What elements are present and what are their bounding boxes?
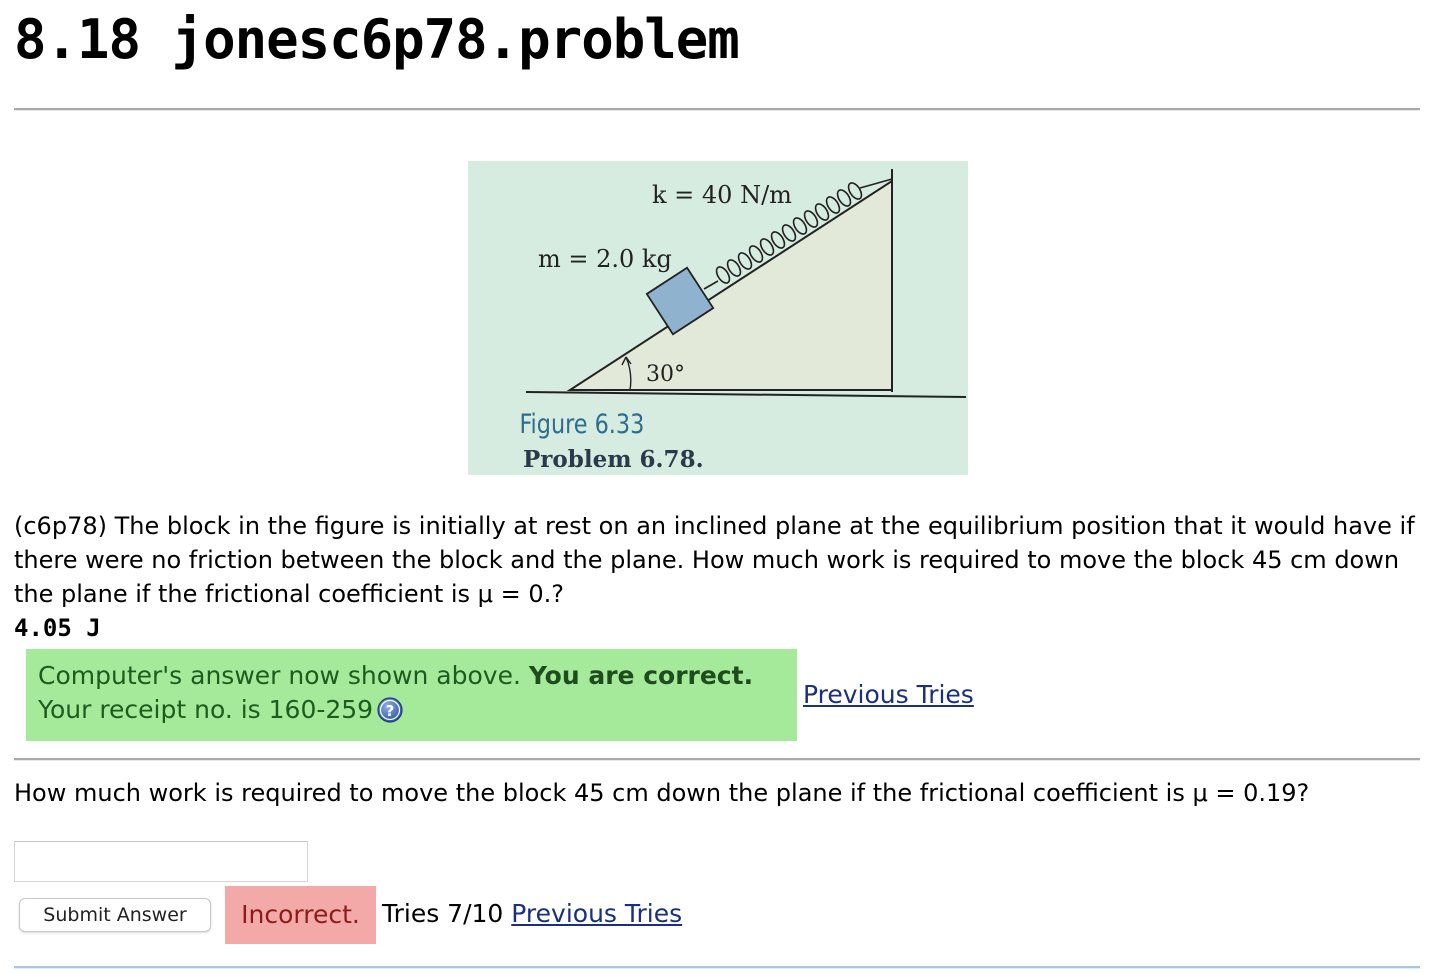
angle-label: 30°	[646, 362, 685, 387]
problem-figure	[468, 161, 968, 475]
receipt-number: Your receipt no. is 160-259	[38, 695, 374, 724]
feedback-line-1	[38, 659, 785, 693]
tries-count: Tries 7/10	[382, 899, 504, 928]
part2-question: How much work is required to move the block 45 cm down the plane if the frictional coefficient is μ = 0.19?	[14, 779, 1310, 807]
help-question-icon[interactable]	[377, 697, 403, 723]
incorrect-status-badge: Incorrect.	[225, 886, 376, 944]
svg-text:?: ?	[385, 702, 395, 720]
computer-answer: 4.05 J	[14, 614, 101, 642]
spring-constant-label: k = 40 N/m	[652, 181, 792, 209]
submit-answer-button[interactable]: Submit Answer	[19, 898, 211, 932]
feedback-line-2	[38, 693, 785, 727]
divider-middle	[14, 758, 1420, 761]
correct-feedback-box	[26, 649, 797, 741]
page-title: 8.18 jonesc6p78.problem	[14, 8, 739, 71]
previous-tries-link-part2[interactable]: Previous Tries	[511, 899, 683, 928]
divider-top	[14, 108, 1420, 111]
divider-bottom	[14, 966, 1420, 969]
mass-label: m = 2.0 kg	[538, 245, 672, 273]
previous-tries-link-part1[interactable]: Previous Tries	[803, 680, 974, 709]
correct-message: You are correct.	[528, 661, 754, 690]
problem-text: (c6p78) The block in the figure is initially at rest on an inclined plane at the equilibrium position that it would have if there were no friction between the block and the plane. How much work is required to move the block 45 cm down the plane if the frictional coefficient is μ = 0.?	[14, 512, 1415, 608]
answer-input[interactable]	[14, 841, 308, 882]
figure-caption-subtitle: Problem 6.78.	[523, 446, 704, 473]
feedback-message: Computer's answer now shown above.	[38, 661, 529, 690]
tries-info	[382, 897, 682, 931]
figure-caption-title: Figure 6.33	[519, 409, 645, 441]
